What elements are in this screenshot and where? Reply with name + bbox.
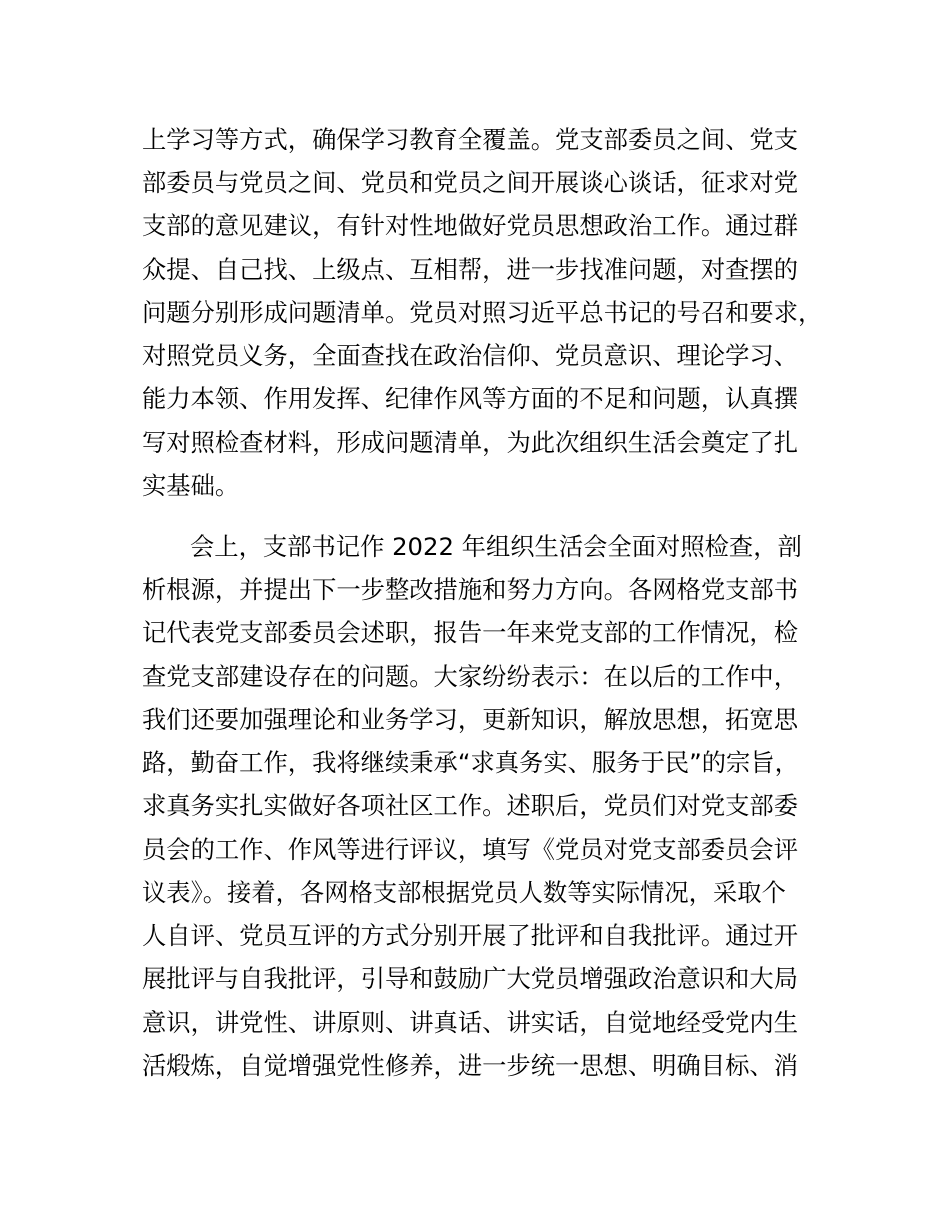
text-line: 议表》。接着，各网格支部根据党员人数等实际情况，采取个: [142, 878, 786, 907]
text-line: 写对照检查材料，形成问题清单，为此次组织生活会奠定了扎: [142, 428, 799, 457]
text-line: 路，勤奋工作，我将继续秉承“求真务实、服务于民”的宗旨，: [142, 748, 799, 777]
text-line: 求真务实扎实做好各项社区工作。述职后，党员们对党支部委: [142, 791, 799, 820]
text-line: 展批评与自我批评，引导和鼓励广大党员增强政治意识和大局: [142, 964, 799, 993]
text-line: 人自评、党员互评的方式分别开展了批评和自我批评。通过开: [142, 921, 799, 950]
text-line: 上学习等方式，确保学习教育全覆盖。党支部委员之间、党支: [142, 125, 799, 154]
text-line: 问题分别形成问题清单。党员对照习近平总书记的号召和要求，: [142, 298, 823, 327]
text-line: 对照党员义务，全面查找在政治信仰、党员意识、理论学习、: [142, 341, 799, 370]
text-line: 员会的工作、作风等进行评议，填写《党员对党支部委员会评: [142, 835, 799, 864]
text-line: 我们还要加强理论和业务学习，更新知识，解放思想，拓宽思: [142, 705, 799, 734]
text-line: 能力本领、作用发挥、纪律作风等方面的不足和问题，认真撰: [142, 384, 799, 413]
text-line: 析根源，并提出下一步整改措施和努力方向。各网格党支部书: [142, 575, 799, 604]
text-line: 支部的意见建议，有针对性地做好党员思想政治工作。通过群: [142, 211, 799, 240]
text-line: 意识，讲党性、讲原则、讲真话、讲实话，自觉地经受党内生: [142, 1008, 799, 1037]
text-line: 查党支部建设存在的问题。大家纷纷表示：在以后的工作中，: [142, 662, 799, 691]
text-line: 部委员与党员之间、党员和党员之间开展谈心谈话，征求对党: [142, 168, 799, 197]
text-line: 会上，支部书记作 2022 年组织生活会全面对照检查，剖: [190, 532, 802, 561]
text-line: 记代表党支部委员会述职，报告一年来党支部的工作情况，检: [142, 618, 799, 647]
text-line: 活煅炼，自觉增强党性修养，进一步统一思想、明确目标、消: [142, 1051, 799, 1080]
text-line: 众提、自己找、上级点、互相帮，进一步找准问题，对查摆的: [142, 255, 799, 284]
text-line: 实基础。: [142, 471, 240, 500]
